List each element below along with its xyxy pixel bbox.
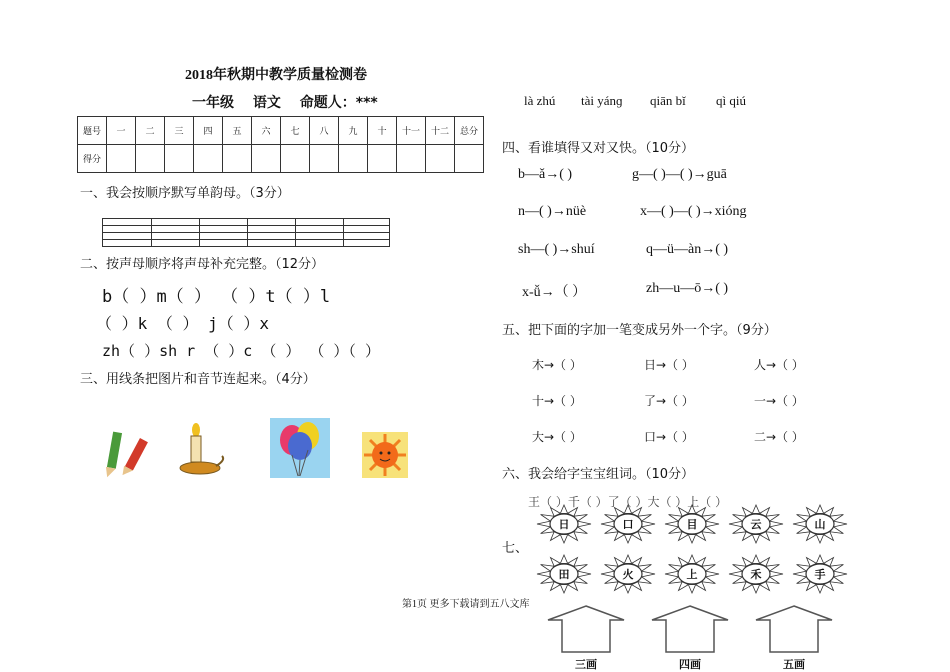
score-cell[interactable] — [136, 145, 165, 173]
score-header-cell: 十 — [368, 117, 397, 145]
page-footer: 第1页 更多下载请到五八文库 — [402, 599, 530, 610]
spell-item-4: x—( )—( )→xióng — [640, 204, 747, 219]
stroke-count-label: 五画 — [783, 658, 805, 671]
stroke-item-5: 了→（ ） — [644, 394, 694, 408]
initials-row-1: b（ ）m（ ） （ ）t（ ）l — [102, 287, 331, 307]
score-header-cell: 五 — [223, 117, 252, 145]
score-cell[interactable] — [310, 145, 339, 173]
score-row — [78, 145, 484, 173]
section-5-heading: 五、把下面的字加一笔变成另外一个字。（9分） — [502, 323, 777, 338]
score-header-cell: 三 — [165, 117, 194, 145]
section-1-heading: 一、我会按顺序默写单韵母。（3分） — [80, 186, 290, 201]
score-header-cell: 九 — [339, 117, 368, 145]
grade: 一年级 — [192, 95, 234, 111]
sun-badge-char: 目 — [686, 518, 698, 531]
sun-badge-char: 田 — [558, 568, 570, 581]
score-cell[interactable] — [194, 145, 223, 173]
sun-badge — [663, 554, 721, 594]
score-cell[interactable] — [339, 145, 368, 173]
pinyin-lazhu: là zhú — [524, 93, 556, 108]
stroke-count-box — [754, 604, 834, 671]
sun-badge-char: 口 — [622, 518, 634, 531]
stroke-item-4: 十→（ ） — [532, 394, 582, 408]
stroke-item-7: 大→（ ） — [532, 430, 582, 444]
sun-badge — [727, 554, 785, 594]
stroke-count-label: 四画 — [679, 658, 701, 671]
sun-badge — [727, 504, 785, 544]
pinyin-taiyang: tài yánɡ — [581, 93, 623, 108]
stroke-item-9: 二→（ ） — [754, 430, 804, 444]
candle-picture — [178, 420, 228, 480]
stroke-item-3: 人→（ ） — [754, 358, 804, 372]
sun-badge — [535, 504, 593, 544]
score-header-cell: 八 — [310, 117, 339, 145]
sun-badge — [791, 554, 849, 594]
stroke-count-box — [650, 604, 730, 671]
stroke-count-box — [546, 604, 626, 671]
initials-row-3: zh（ ）sh r （ ）c （ ） （ ）（ ） — [102, 342, 380, 360]
sun-picture — [362, 432, 408, 478]
score-header-cell: 四 — [194, 117, 223, 145]
score-header-cell: 总分 — [455, 117, 484, 145]
up-arrow-shape — [754, 604, 834, 654]
exam-title: 2018年秋期中教学质量检测卷 — [185, 68, 367, 83]
section-6-heading: 六、我会给字宝宝组词。（10分） — [502, 467, 695, 482]
section-4-heading: 四、看谁填得又对又快。（10分） — [502, 141, 695, 156]
sun-badge-char: 禾 — [750, 568, 762, 581]
word-building-row: 王（ ）千（ ）了（ ）大（ ）上（ ） — [528, 495, 728, 509]
spell-item-5: sh—( )→shuí — [518, 242, 595, 257]
score-cell[interactable] — [368, 145, 397, 173]
score-header-row — [78, 117, 484, 145]
sun-badge — [599, 504, 657, 544]
score-cell[interactable] — [107, 145, 136, 173]
spell-item-8: zh—u—ō→( ) — [646, 281, 729, 296]
up-arrow-shape — [650, 604, 730, 654]
spell-item-6: q—ü—àn→( ) — [646, 242, 729, 257]
pencils-picture — [100, 424, 154, 480]
score-header-cell: 十二 — [426, 117, 455, 145]
balloons-picture — [270, 418, 330, 478]
sun-badge — [535, 554, 593, 594]
section-7-heading: 七、 — [502, 541, 529, 556]
spell-item-1: b—ǎ→( ) — [518, 167, 573, 182]
score-header-cell: 六 — [252, 117, 281, 145]
stroke-item-8: 口→（ ） — [644, 430, 694, 444]
exam-subtitle — [192, 92, 392, 112]
score-table — [77, 116, 484, 173]
up-arrow-shape — [546, 604, 626, 654]
score-header-cell: 十一 — [397, 117, 426, 145]
score-cell[interactable] — [252, 145, 281, 173]
score-row-label: 得分 — [78, 145, 107, 173]
sun-badge — [599, 554, 657, 594]
sun-badge-char: 上 — [686, 568, 698, 581]
sun-badge — [791, 504, 849, 544]
spell-item-2: g—( )—( )→guā — [632, 167, 727, 182]
score-cell[interactable] — [165, 145, 194, 173]
subject: 语文 — [252, 95, 281, 111]
score-cell[interactable] — [223, 145, 252, 173]
stroke-item-2: 日→（ ） — [644, 358, 694, 372]
initials-row-2: （ ）k （ ） j（ ）x — [96, 314, 270, 333]
sun-badge-char: 山 — [814, 518, 826, 531]
stroke-item-6: 一→（ ） — [754, 394, 804, 408]
stroke-item-1: 木→（ ） — [532, 358, 582, 372]
score-cell[interactable] — [426, 145, 455, 173]
score-header-cell: 题号 — [78, 117, 107, 145]
spell-item-3: n—( )→nüè — [518, 204, 587, 219]
pinyin-qiqiu: qì qiú — [716, 93, 746, 108]
sun-badge-char: 手 — [814, 568, 826, 581]
sun-badge-char: 日 — [558, 518, 570, 531]
score-header-cell: 一 — [107, 117, 136, 145]
score-header-cell: 二 — [136, 117, 165, 145]
spell-item-7: x-ǚ→（ ） — [522, 285, 587, 300]
author: 命题人：*** — [299, 95, 378, 111]
sun-badge-char: 火 — [622, 568, 634, 581]
stroke-count-label: 三画 — [575, 658, 597, 671]
score-cell[interactable] — [455, 145, 484, 173]
section-3-heading: 三、用线条把图片和音节连起来。（4分） — [80, 372, 316, 387]
score-cell[interactable] — [281, 145, 310, 173]
sun-badge-char: 云 — [750, 518, 762, 531]
section-2-heading: 二、按声母顺序将声母补充完整。（12分） — [80, 257, 325, 272]
sun-badge — [663, 504, 721, 544]
pinyin-qianbi: qiān bǐ — [650, 93, 686, 108]
score-header-cell: 七 — [281, 117, 310, 145]
score-cell[interactable] — [397, 145, 426, 173]
writing-grid — [102, 218, 390, 247]
